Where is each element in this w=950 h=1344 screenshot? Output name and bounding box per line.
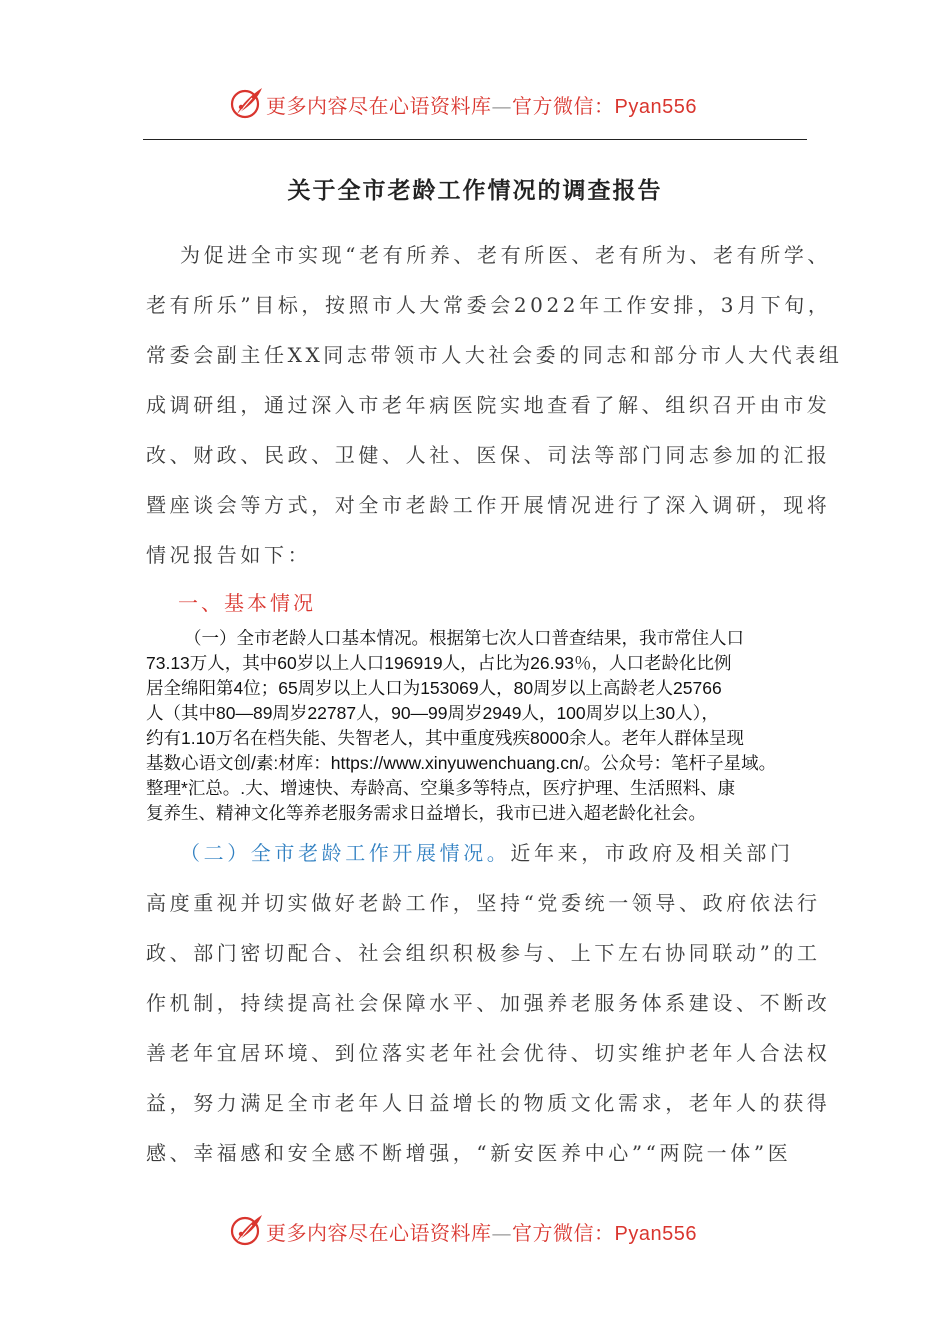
intro-line: 常委会副主任XX同志带领市人大社会委的同志和部分市人大代表组: [146, 343, 843, 367]
footer-banner: [0, 1209, 950, 1253]
banner-wechat-id: Pyan556: [614, 1223, 697, 1245]
text-line: 高度重视并切实做好老龄工作，坚持“党委统一领导、政府依法行: [146, 891, 821, 915]
text-line: 感、幸福感和安全感不断增强，“新安医养中心”“两院一体”医: [146, 1141, 792, 1165]
banner-main-text: 更多内容尽在心语资料库: [266, 1221, 492, 1245]
text-line: 益，努力满足全市老年人日益增长的物质文化需求，老年人的获得: [146, 1091, 831, 1115]
intro-line: 老有所乐”目标，按照市人大常委会2022年工作安排，3月下旬，: [146, 293, 832, 317]
banner-dash: —: [491, 94, 512, 118]
text-line: 居全绵阳第4位；65周岁以上人口为153069人，80周岁以上高龄老人25766: [146, 678, 722, 698]
text-line: （一）全市老龄人口基本情况。根据第七次人口普查结果，我市常住人口: [184, 628, 744, 648]
intro-line: 改、财政、民政、卫健、人社、医保、司法等部门同志参加的汇报: [146, 443, 831, 467]
quill-logo-icon: [228, 1211, 266, 1249]
quill-logo-icon: [228, 84, 266, 122]
text-line: 人（其中80—89周岁22787人，90—99周岁2949人，100周岁以上30人），: [146, 703, 719, 723]
text-line: 政、部门密切配合、社会组织积极参与、上下左右协同联动”的工: [146, 941, 821, 965]
text-line: 复养生、精神文化等养老服务需求日益增长，我市已进入超老龄化社会。: [146, 803, 706, 823]
intro-paragraph: [146, 230, 843, 580]
text-line: 73.13万人，其中60岁以上人口196919人，占比为26.93％，人口老龄化比例: [146, 653, 732, 673]
header-banner: [0, 82, 950, 126]
header-rule: [143, 139, 807, 140]
banner-wechat-label: 官方微信：: [512, 94, 615, 118]
intro-line: 成调研组，通过深入市老年病医院实地查看了解、组织召开由市发: [146, 393, 831, 417]
text-line: 基数心语文创/素:材库：https://www.xinyuwenchuang.cn/。公众号：笔杆子星域。: [146, 753, 777, 773]
population-paragraph: [146, 626, 826, 826]
section-heading: 一、基本情况: [178, 591, 316, 615]
banner-text: [266, 1217, 697, 1246]
text-line: [146, 828, 806, 878]
document-title: 关于全市老龄工作情况的调查报告: [287, 177, 663, 204]
intro-line: 暨座谈会等方式，对全市老龄工作开展情况进行了深入调研，现将: [146, 493, 831, 517]
banner-wechat-label: 官方微信：: [512, 1221, 615, 1245]
banner-wechat-id: Pyan556: [614, 96, 697, 118]
subsection-heading: （二）全市老龄工作开展情况。: [180, 841, 511, 865]
text-line: 作机制，持续提高社会保障水平、加强养老服务体系建设、不断改: [146, 991, 831, 1015]
intro-line: 为促进全市实现“老有所养、老有所医、老有所为、老有所学、: [180, 243, 832, 267]
banner-text: [266, 90, 697, 119]
text-line: 整理*汇总。.大、增速快、寿龄高、空巢多等特点，医疗护理、生活照料、康: [146, 778, 736, 798]
banner-dash: —: [491, 1221, 512, 1245]
text-line: 约有1.10万名在档失能、失智老人，其中重度残疾8000余人。老年人群体呈现: [146, 728, 744, 748]
text-line: 善老年宜居环境、到位落实老年社会优待、切实维护老年人合法权: [146, 1041, 831, 1065]
work-paragraph: [146, 828, 831, 1178]
intro-line: 情况报告如下：: [146, 543, 312, 567]
banner-main-text: 更多内容尽在心语资料库: [266, 94, 492, 118]
text-span: 近年来，市政府及相关部门: [510, 841, 794, 865]
